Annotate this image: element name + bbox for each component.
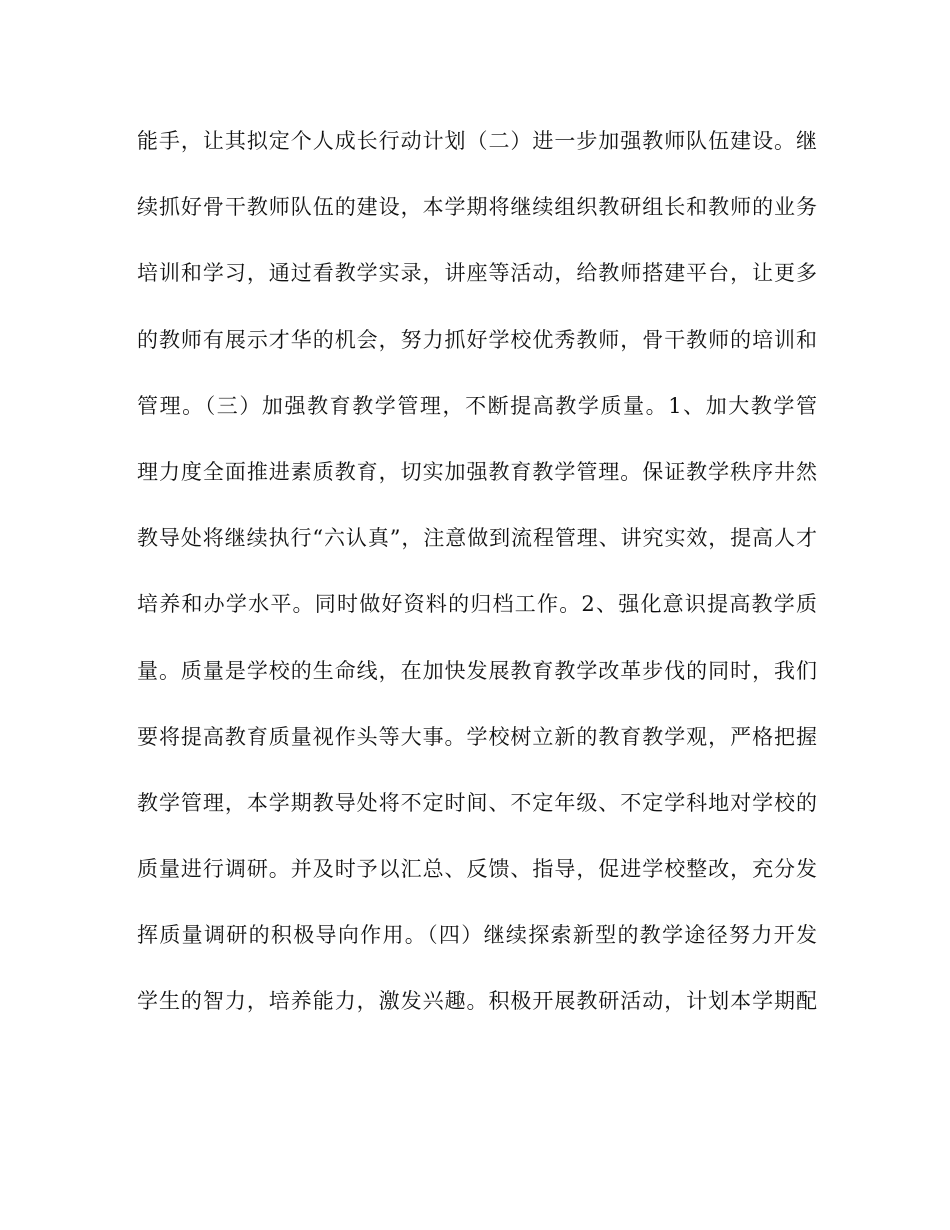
text-line-4: 的教师有展示才华的机会，努力抓好学校优秀教师，骨干教师的培训和 [137, 327, 817, 352]
text-line-14: 学生的智力，培养能力，激发兴趣。积极开展教研活动，计划本学期配 [137, 989, 817, 1014]
text-line-12: 质量进行调研。并及时予以汇总、反馈、指导，促进学校整改，充分发 [137, 857, 817, 882]
text-line-2: 续抓好骨干教师队伍的建设，本学期将继续组织教研组长和教师的业务 [137, 195, 817, 220]
text-line-11: 教学管理，本学期教导处将不定时间、不定年级、不定学科地对学校的 [137, 790, 817, 815]
body-text [137, 108, 817, 1035]
text-line-8: 培养和办学水平。同时做好资料的归档工作。2、强化意识提高教学质 [137, 592, 817, 617]
text-line-5: 管理。（三）加强教育教学管理，不断提高教学质量。1、加大教学管 [137, 393, 817, 418]
text-line-6: 理力度全面推进素质教育，切实加强教育教学管理。保证教学秩序井然 [137, 459, 817, 484]
text-line-1: 能手，让其拟定个人成长行动计划（二）进一步加强教师队伍建设。继 [137, 129, 817, 153]
text-line-13: 挥质量调研的积极导向作用。（四）继续探索新型的教学途径努力开发 [137, 923, 817, 948]
text-line-10: 要将提高教育质量视作头等大事。学校树立新的教育教学观，严格把握 [137, 724, 817, 749]
text-line-7: 教导处将继续执行“六认真”，注意做到流程管理、讲究实效，提高人才 [137, 526, 817, 551]
text-line-9: 量。质量是学校的生命线，在加快发展教育教学改革步伐的同时，我们 [137, 658, 817, 683]
text-line-3: 培训和学习，通过看教学实录，讲座等活动，给教师搭建平台，让更多 [137, 261, 817, 286]
